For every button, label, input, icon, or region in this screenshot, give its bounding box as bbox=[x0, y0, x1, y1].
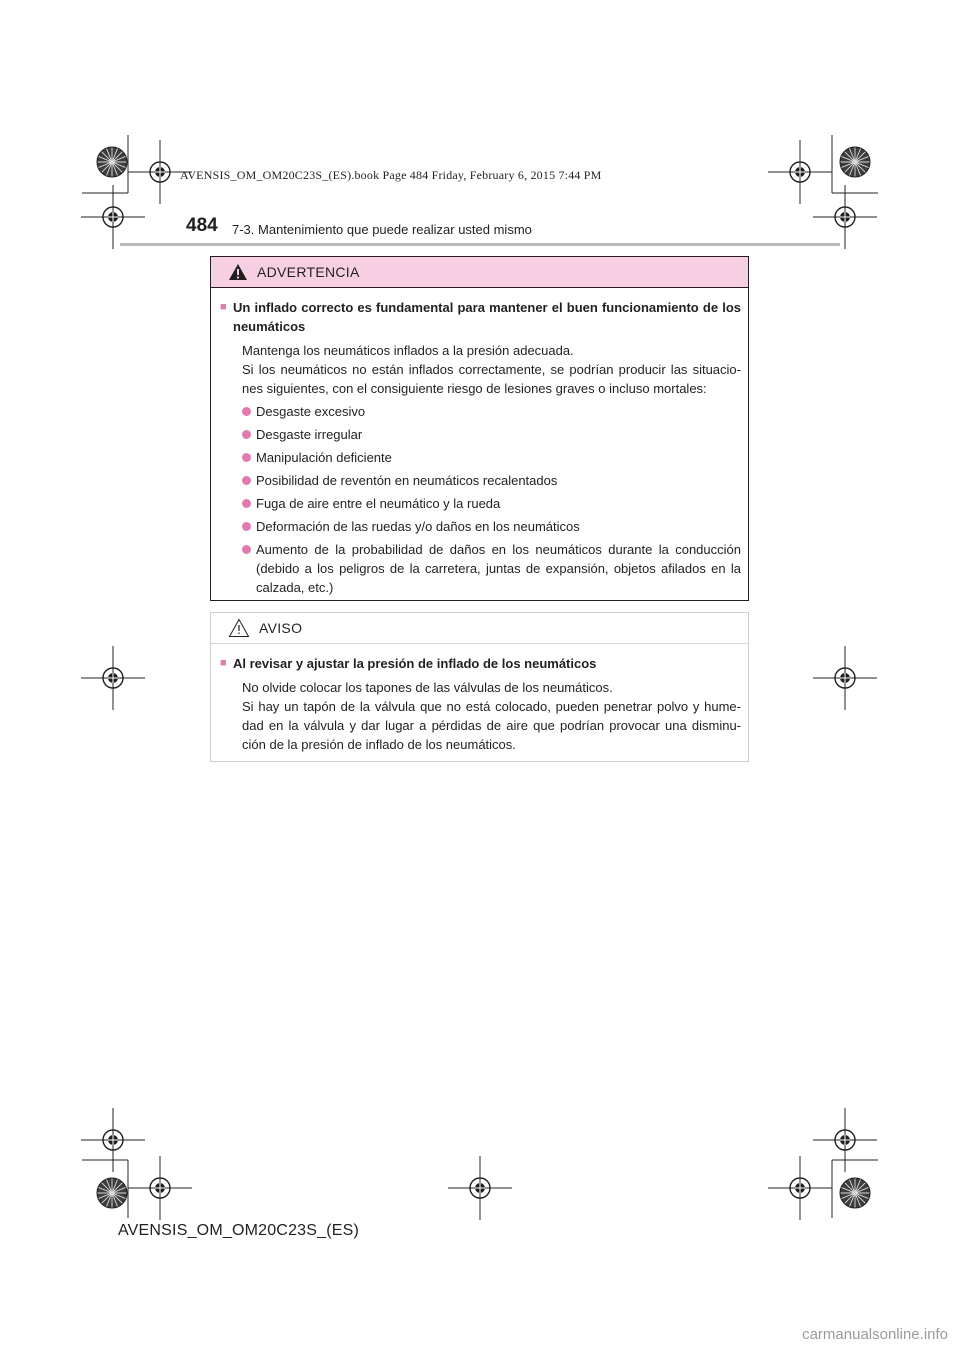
crosshair-mark-header-left bbox=[81, 185, 145, 249]
warning-header bbox=[211, 257, 748, 288]
list-item: Manipulación deficiente bbox=[220, 448, 741, 467]
list-item: Desgaste excesivo bbox=[220, 402, 741, 421]
warning-box bbox=[210, 256, 749, 601]
round-bullet-icon bbox=[242, 476, 251, 485]
round-bullet-icon bbox=[242, 453, 251, 462]
sunburst-mark-top-right bbox=[840, 147, 870, 177]
crosshair-mark-bottom-center bbox=[448, 1156, 512, 1220]
round-bullet-icon bbox=[242, 545, 251, 554]
footer-doc-code: AVENSIS_OM_OM20C23S_(ES) bbox=[118, 1222, 360, 1239]
list-item: Deformación de las ruedas y/o daños en los neumáticos bbox=[220, 517, 741, 536]
notice-body bbox=[211, 644, 748, 754]
warning-label: ADVERTENCIA bbox=[257, 264, 360, 280]
sunburst-mark-bottom-right bbox=[840, 1178, 870, 1208]
notice-heading: ■ Al revisar y ajustar la presión de inflado de los neumáticos bbox=[220, 656, 597, 671]
notice-paragraph: Si hay un tapón de la válvula que no está colocado, pueden penetrar polvo y hume-dad en la válvula y dar lugar a pérdidas de aire que podrían provocar una disminu-ción de la presión de inflado de los neumáticos. bbox=[242, 699, 741, 752]
crosshair-mark-mid-right bbox=[813, 646, 877, 710]
warning-paragraph: Mantenga los neumáticos inflados a la presión adecuada. bbox=[242, 343, 574, 358]
list-item: Posibilidad de reventón en neumáticos recalentados bbox=[220, 471, 741, 490]
round-bullet-icon bbox=[242, 499, 251, 508]
list-item: Desgaste irregular bbox=[220, 425, 741, 444]
sunburst-mark-bottom-left bbox=[97, 1178, 127, 1208]
square-bullet-icon: ■ bbox=[220, 301, 227, 313]
list-item: Aumento de la probabilidad de daños en los neumáticos durante la conducción (debido a los peligros de la carretera, juntas de expansión, objetos afilados en la calzada, etc.) bbox=[220, 540, 741, 597]
sunburst-mark-top-left bbox=[97, 147, 127, 177]
round-bullet-icon bbox=[242, 522, 251, 531]
notice-header bbox=[211, 613, 748, 644]
caution-triangle-icon bbox=[228, 618, 250, 638]
crosshair-mark-top-b bbox=[768, 140, 832, 204]
notice-label: AVISO bbox=[259, 620, 303, 636]
round-bullet-icon bbox=[242, 407, 251, 416]
round-bullet-icon bbox=[242, 430, 251, 439]
crosshair-mark-low-left bbox=[81, 1108, 145, 1172]
crosshair-mark-header-right bbox=[813, 185, 877, 249]
warning-triangle-icon bbox=[228, 263, 248, 281]
crosshair-mark-bottom-a bbox=[128, 1156, 192, 1220]
crosshair-mark-bottom-b bbox=[768, 1156, 832, 1220]
notice-paragraph: No olvide colocar los tapones de las válvulas de los neumáticos. bbox=[242, 680, 613, 695]
watermark: carmanualsonline.info bbox=[802, 1326, 948, 1343]
page-number: 484 bbox=[186, 215, 218, 236]
section-title: 7-3. Mantenimiento que puede realizar usted mismo bbox=[232, 222, 532, 237]
list-item: Fuga de aire entre el neumático y la rueda bbox=[220, 494, 741, 513]
book-info-line: AVENSIS_OM_OM20C23S_(ES).book Page 484 Friday, February 6, 2015 7:44 PM bbox=[180, 168, 602, 182]
square-bullet-icon: ■ bbox=[220, 657, 227, 669]
crosshair-mark-low-right bbox=[813, 1108, 877, 1172]
warning-body bbox=[211, 288, 748, 597]
warning-heading: ■ Un inflado correcto es fundamental para mantener el buen funcionamiento de los neumáticos bbox=[220, 300, 741, 334]
crosshair-mark-mid-left bbox=[81, 646, 145, 710]
warning-paragraph: Si los neumáticos no están inflados correctamente, se podrían producir las situacio-nes siguientes, con el consiguiente riesgo de lesiones graves o incluso mortales: bbox=[242, 362, 741, 396]
header-rule bbox=[120, 243, 840, 246]
notice-box bbox=[210, 612, 749, 762]
